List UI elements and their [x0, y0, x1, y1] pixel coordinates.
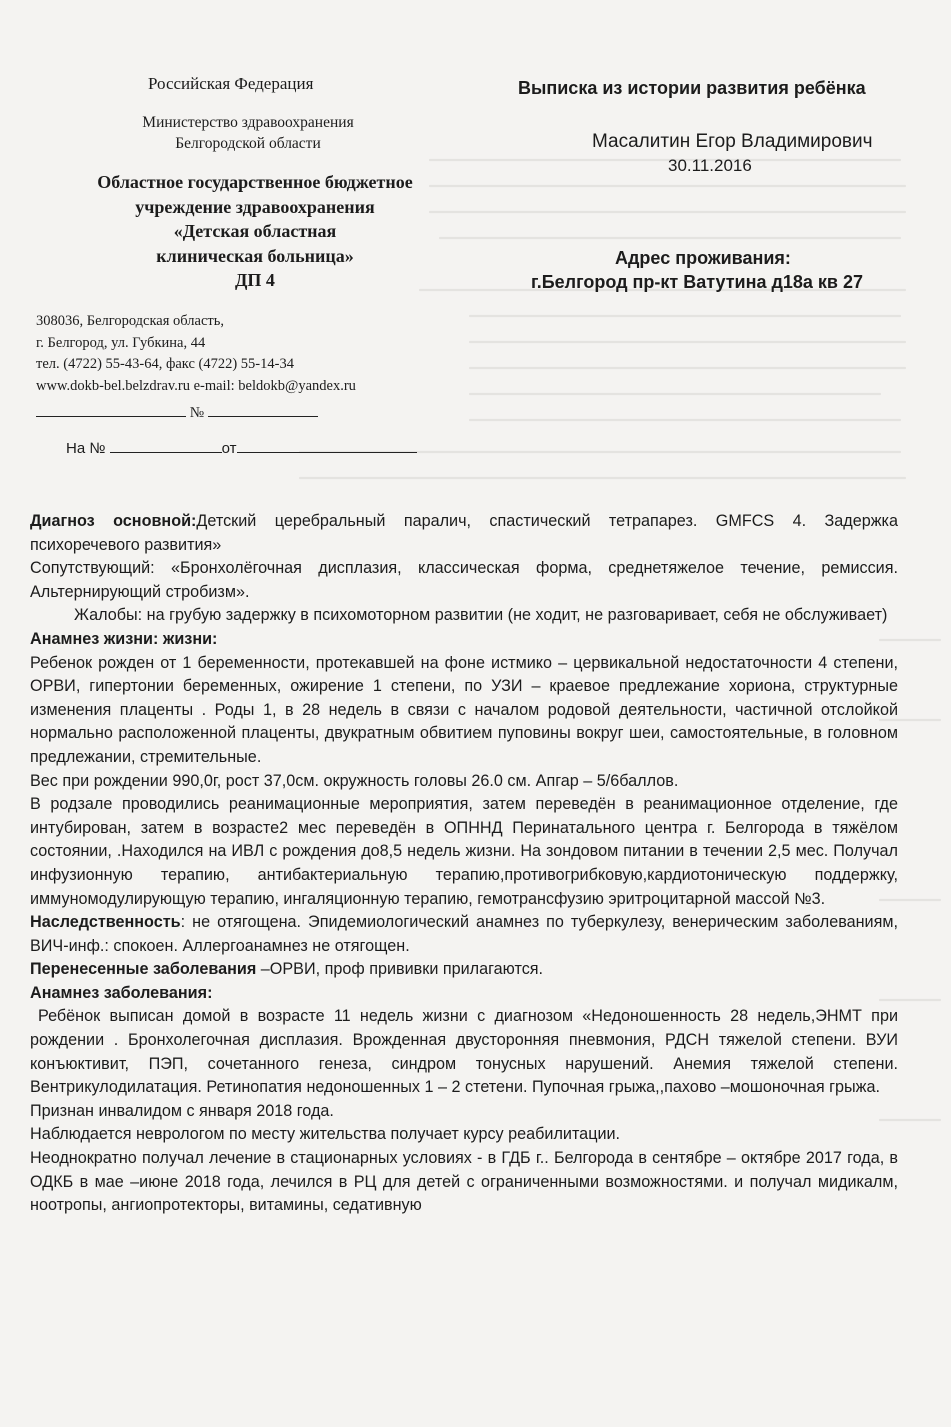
diagnosis-label: Диагноз основной: — [30, 512, 197, 530]
ministry-line-1: Министерство здравоохранения — [142, 114, 354, 131]
ref-from: от — [221, 440, 237, 457]
number-sign: № — [189, 405, 205, 421]
document-title: Выписка из истории развития ребёнка — [518, 78, 866, 98]
anamnesis-disease-heading: Анамнез заболевания: — [30, 983, 213, 1002]
reference-line — [66, 440, 417, 457]
address-line-2: г. Белгород, ул. Губкина, 44 — [36, 334, 206, 351]
reg-number-blank — [208, 404, 318, 417]
treatment-history: Неоднократно получал лечение в стационарных условиях - в ГДБ г.. Белгорода в сентябре – октябре 2017 года, в ОДКБ в мае –июне 2018 года, лечился в РЦ для детей с ограниченными возможностями. и получал мидикалм, ноотропы, ангиопротекторы, витамины, седативную — [30, 1149, 898, 1215]
diagnosis-text: Детский церебральный паралич, спастический тетрапарез. GMFCS 4. Задержка психоречевого развития» — [30, 512, 898, 554]
birth-date: 30.11.2016 — [668, 156, 752, 175]
heredity-paragraph — [30, 911, 898, 958]
phone-fax: тел. (4722) 55-43-64, факс (4722) 55-14-34 — [36, 356, 294, 372]
diagnosis-paragraph — [30, 510, 898, 557]
disability-status: Признан инвалидом с января 2018 года. — [30, 1101, 334, 1120]
medical-history-body — [30, 510, 898, 1218]
ref-number-blank — [110, 440, 222, 453]
country-name: Российская Федерация — [148, 74, 314, 93]
complaints: Жалобы: на грубую задержку в психомоторном развитии (не ходит, не разговаривает, себя не обслуживает) — [74, 606, 888, 625]
org-line-3: «Детская областная — [173, 221, 337, 241]
ministry-block — [78, 112, 418, 154]
past-diseases-paragraph — [30, 958, 898, 982]
anamnesis-life-heading: Анамнез жизни: жизни: — [30, 629, 218, 648]
reg-date-blank — [36, 404, 186, 417]
web-email: www.dokb-bel.belzdrav.ru e-mail: beldokb@yandex.ru — [36, 377, 356, 394]
heredity-label: Наследственность — [30, 913, 181, 932]
residence-address: г.Белгород пр-кт Ватутина д18а кв 27 — [531, 272, 864, 292]
registration-number-line — [36, 404, 318, 422]
ministry-line-2: Белгородской области — [175, 135, 321, 152]
concomitant-diagnosis: Сопутствующий: «Бронхолёгочная дисплазия, классическая форма, среднетяжелое течение, ремиссия. Альтернирующий стробизм». — [30, 559, 898, 601]
organization-contacts — [36, 311, 356, 397]
org-line-5: ДП 4 — [235, 270, 275, 290]
resuscitation-history: В родзале проводились реанимационные мероприятия, затем переведён в реанимационное отделение, где интубирован, затем в возрасте2 мес переведён в ОПННД Перинатального центра г. Белгорода в тяжёлом состоянии, .Находился на ИВЛ с рождения до8,5 недель жизни. На зондовом питании в течении 2,5 мес. Получал инфузионную терапию, антибактериальную терапию,противогрибковую,кардиотоническую поддержку, иммуномодулирующую терапию, ингаляционную терапию, гемотрансфузию эритроцитарной массой №3. — [30, 795, 898, 908]
birth-history: Ребенок рожден от 1 беременности, протекавшей на фоне истмико – цервикальной недостаточности 4 степени, ОРВИ, гипертонии беременных, ожирение 1 степени, по УЗИ – краевое предлежание хориона, структурные изменения плаценты . Роды 1, в 28 недель в связи с началом родовой деятельности, частичной отслойкой нормально расположенной плаценты, двукратным обвитием пуповины вокруг шеи, самостоятельные, в головном предлежании, стремительные. — [30, 653, 898, 766]
org-line-4: клиническая больница» — [156, 245, 354, 266]
organization-name — [30, 170, 480, 293]
org-line-1: Областное государственное бюджетное — [97, 172, 413, 192]
address-line-1: 308036, Белгородская область, — [36, 313, 224, 329]
org-line-2: учреждение здравоохранения — [135, 196, 375, 217]
heredity-text: : не отягощена. Эпидемиологический анамнез по туберкулезу, венерическим заболеваниям, ВИЧ-инф.: спокоен. Аллергоанамнез не отягощен. — [30, 913, 898, 955]
discharge-diagnosis: Ребёнок выписан домой в возрасте 11 недель жизни с диагнозом «Недоношенность 28 недель,ЭНМТ при рождении . Бронхолегочная дисплазия. Врожденная двусторонняя пневмония, РДСН тяжелой степени. ВУИ конъюктивит, ПЭП, сочетанного генеза, синдром тонусных нарушений. Анемия тяжелой степени. Вентрикулодилатация. Ретинопатия недоношенных 1 – 2 стетени. Пупочная грыжа,,пахово –мошоночная грыжа. — [30, 1007, 898, 1097]
past-diseases-label: Перенесенные заболевания — [30, 960, 257, 979]
past-diseases-text: –ОРВИ, проф прививки прилагаются. — [256, 960, 544, 979]
patient-name: Масалитин Егор Владимирович — [592, 131, 873, 152]
birth-parameters: Вес при рождении 990,0г, рост 37,0см. окружность головы 26.0 см. Апгар – 5/6баллов. — [30, 771, 679, 790]
ref-date-blank — [237, 440, 417, 453]
neurologist-observation: Наблюдается неврологом по месту жительства получает курсу реабилитации. — [30, 1125, 621, 1144]
residence-label: Адрес проживания: — [615, 248, 791, 268]
ref-prefix: На № — [66, 440, 106, 457]
